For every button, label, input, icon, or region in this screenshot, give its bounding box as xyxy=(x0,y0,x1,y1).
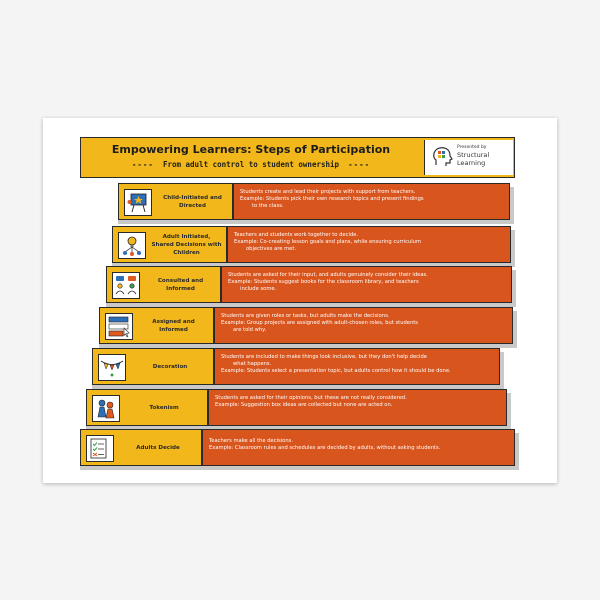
desc-line: Students are asked for their input, and adults genuinely consider their ideas. xyxy=(228,272,428,278)
lightbulb-network-icon xyxy=(118,232,146,259)
step-description xyxy=(221,313,506,334)
step-tokenism xyxy=(86,389,507,426)
step-label-box xyxy=(86,389,208,426)
desc-line: Students are given roles or tasks, but adults make the decisions. xyxy=(221,313,390,319)
list-cursor-icon xyxy=(105,313,133,340)
step-label-box xyxy=(112,226,227,263)
step-label-box xyxy=(92,348,214,385)
logo-panel xyxy=(424,140,513,175)
desc-line: Example: Suggestion box ideas are collected but none are acted on. xyxy=(215,402,393,408)
step-label: Assigned and Informed xyxy=(152,318,195,333)
step-label-box xyxy=(118,183,233,220)
step-description xyxy=(221,354,493,375)
step-adult-initiated-shared xyxy=(112,226,511,263)
step-label-box xyxy=(80,429,202,466)
desc-line: Example: Classroom rules and schedules are decided by adults, without asking students. xyxy=(209,445,441,451)
people-speech-icon xyxy=(112,272,140,299)
step-description-box xyxy=(214,307,513,344)
step-description xyxy=(215,395,500,409)
step-description xyxy=(209,438,508,452)
desc-line: Example: Group projects are assigned with adult-chosen roles, but students xyxy=(221,320,419,326)
logo-brand xyxy=(457,151,489,167)
step-assigned-informed xyxy=(99,307,513,344)
desc-line: Teachers and students work together to decide. xyxy=(234,232,359,238)
step-label: Consulted and Informed xyxy=(157,277,204,292)
step-child-initiated xyxy=(118,183,510,220)
desc-line: objectives are met. xyxy=(246,246,297,252)
desc-line: Students are asked for their opinions, but these are not really considered. xyxy=(215,395,407,401)
step-label-box xyxy=(106,266,221,303)
subtitle-text: From adult control to student ownership xyxy=(162,160,340,169)
step-label: Adults Decide xyxy=(136,444,180,451)
checklist-icon xyxy=(86,435,114,462)
desc-line: Example: Co-creating lesson goals and plans, while ensuring curriculum xyxy=(234,239,422,245)
step-adults-decide xyxy=(80,429,515,466)
step-description-box xyxy=(227,226,511,263)
easel-star-icon xyxy=(124,189,152,216)
step-label: Child-Initiated and Directed xyxy=(163,194,222,209)
logo-brand-line1: Structural xyxy=(457,151,490,159)
step-description-box xyxy=(202,429,515,466)
step-description xyxy=(240,189,503,210)
step-description xyxy=(234,232,504,253)
step-description-box xyxy=(233,183,510,220)
head-logo-icon xyxy=(431,145,453,169)
pawns-icon xyxy=(92,395,120,422)
desc-line: Example: Students pick their own research topics and present findings xyxy=(240,196,424,202)
step-label-box xyxy=(99,307,214,344)
bunting-icon xyxy=(98,354,126,381)
desc-line: Students are included to make things look inclusive, but they don't help decide xyxy=(221,354,427,360)
desc-line: to the class. xyxy=(252,203,284,209)
logo-presented-by: Presented by xyxy=(457,145,487,150)
desc-line: are told why. xyxy=(233,327,267,333)
logo-brand-line2: Learning xyxy=(457,159,486,167)
desc-line: include some. xyxy=(240,286,277,292)
step-description-box xyxy=(221,266,512,303)
desc-line: Teachers make all the decisions. xyxy=(209,438,293,444)
step-description xyxy=(228,272,505,293)
desc-line: Students create and lead their projects with support from teachers. xyxy=(240,189,416,195)
desc-line: Example: Students suggest books for the classroom library, and teachers xyxy=(228,279,419,285)
step-description-box xyxy=(214,348,500,385)
step-label: Tokenism xyxy=(149,404,179,411)
header-banner xyxy=(80,137,515,178)
step-consulted-informed xyxy=(106,266,512,303)
desc-line: what happens. xyxy=(233,361,272,367)
step-description-box xyxy=(208,389,507,426)
step-label: Adult Initiated, Shared Decisions with Children xyxy=(151,233,222,256)
desc-line: Example: Students select a presentation topic, but adults control how it should be done. xyxy=(221,368,451,374)
step-decoration xyxy=(92,348,500,385)
subtitle-dash-left: ---- xyxy=(131,160,154,169)
page-title: Empowering Learners: Steps of Participation xyxy=(111,143,391,156)
step-label: Decoration xyxy=(152,363,188,370)
page-subtitle xyxy=(81,160,421,169)
subtitle-dash-right: ---- xyxy=(348,160,371,169)
